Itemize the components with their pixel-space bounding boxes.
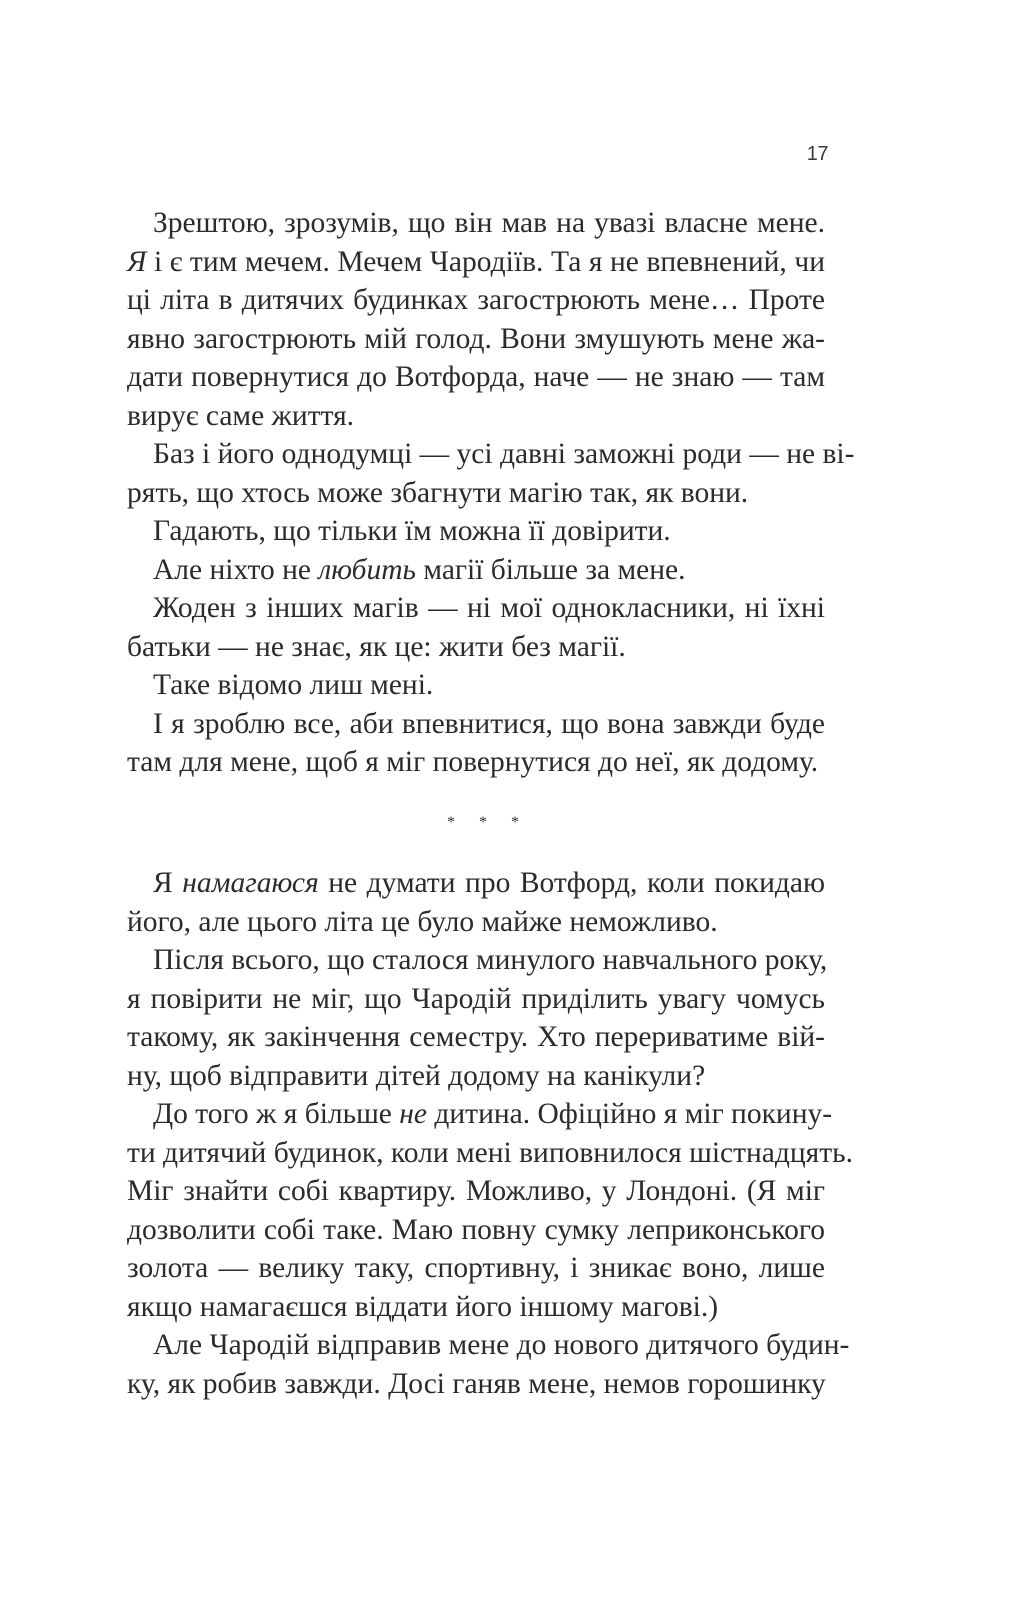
text-line <box>153 1095 833 1134</box>
text-line: І я зроблю все, аби впевнитися, що вона завжди буде <box>153 707 825 740</box>
text-line <box>127 243 825 282</box>
emphasized-text: любить <box>318 553 416 586</box>
text-span: До того ж я більше <box>153 1098 400 1130</box>
text-line: Але Чародій відправив мене до нового дитячого будин- <box>153 1329 850 1361</box>
text-line: такому, як закінчення семестру. Хто перериватиме вій- <box>127 1021 825 1053</box>
emphasized-text: не <box>399 1098 427 1130</box>
text-line: дати повернутися до Вотфорда, наче — не знаю — там <box>127 361 825 393</box>
emphasized-text: Я <box>127 245 147 278</box>
text-line <box>153 551 825 590</box>
text-span: і є тим мечем. Мечем Чародіїв. Та я не впевнений, чи <box>146 245 825 278</box>
text-line: золота — велику таку, спортивну, і зникає воно, лише <box>127 1252 825 1284</box>
text-line: дозволити собі таке. Маю повну сумку леприконського <box>127 1213 825 1246</box>
emphasized-text: намагаюся <box>182 867 319 899</box>
text-line: його, але цього літа це було майже неможливо. <box>127 905 718 938</box>
text-line: там для мене, щоб я міг повернутися до неї, як додому. <box>127 746 819 778</box>
text-line: якщо намагаєшся віддати його іншому магові.) <box>127 1290 719 1323</box>
text-line: я повірити не міг, що Чародій приділить увагу чомусь <box>127 982 825 1015</box>
text-line: Після всього, що сталося минулого навчального року, <box>153 944 828 976</box>
text-line <box>153 864 825 903</box>
text-line: рять, що хтось може збагнути магію так, як вони. <box>127 476 749 509</box>
text-line: ку, як робив завжди. Досі ганяв мене, немов горошинку <box>127 1367 826 1400</box>
text-span: Я <box>153 867 183 899</box>
text-line: ну, щоб відправити дітей додому на канікули? <box>127 1059 706 1092</box>
text-line: Зрештою, зрозумів, що він мав на увазі власне мене. <box>153 207 825 239</box>
text-line: Баз і його однодумці — усі давні заможні роди — не ві- <box>153 438 855 470</box>
text-line: явно загострюють мій голод. Вони змушують мене жа- <box>127 322 825 355</box>
text-line: ці літа в дитячих будинках загострюють мене… Проте <box>127 284 825 316</box>
section-separator: * * * <box>447 814 529 831</box>
text-line: батьки — не знає, як це: жити без магії. <box>127 630 626 663</box>
text-line: ти дитячий будинок, коли мені виповнилося шістнадцять. <box>127 1136 853 1169</box>
text-span: магії більше за мене. <box>415 553 686 586</box>
text-line: Гадають, що тільки їм можна її довірити. <box>153 515 671 547</box>
text-section-2 <box>127 864 853 1403</box>
text-line: вирує саме життя. <box>127 399 355 432</box>
text-span: Але ніхто не <box>153 553 319 586</box>
text-line: Таке відомо лиш мені. <box>153 669 434 701</box>
text-line: Жоден з інших магів — ні мої однокласники, ні їхні <box>153 592 825 624</box>
text-span: не думати про Вотфорд, коли покидаю <box>318 867 825 899</box>
text-line: Міг знайти собі квартиру. Можливо, у Лондоні. (Я міг <box>127 1175 825 1207</box>
text-span: дитина. Офіційно я міг покину- <box>427 1098 833 1130</box>
page-number: 17 <box>806 143 828 165</box>
text-section-1 <box>127 204 855 782</box>
